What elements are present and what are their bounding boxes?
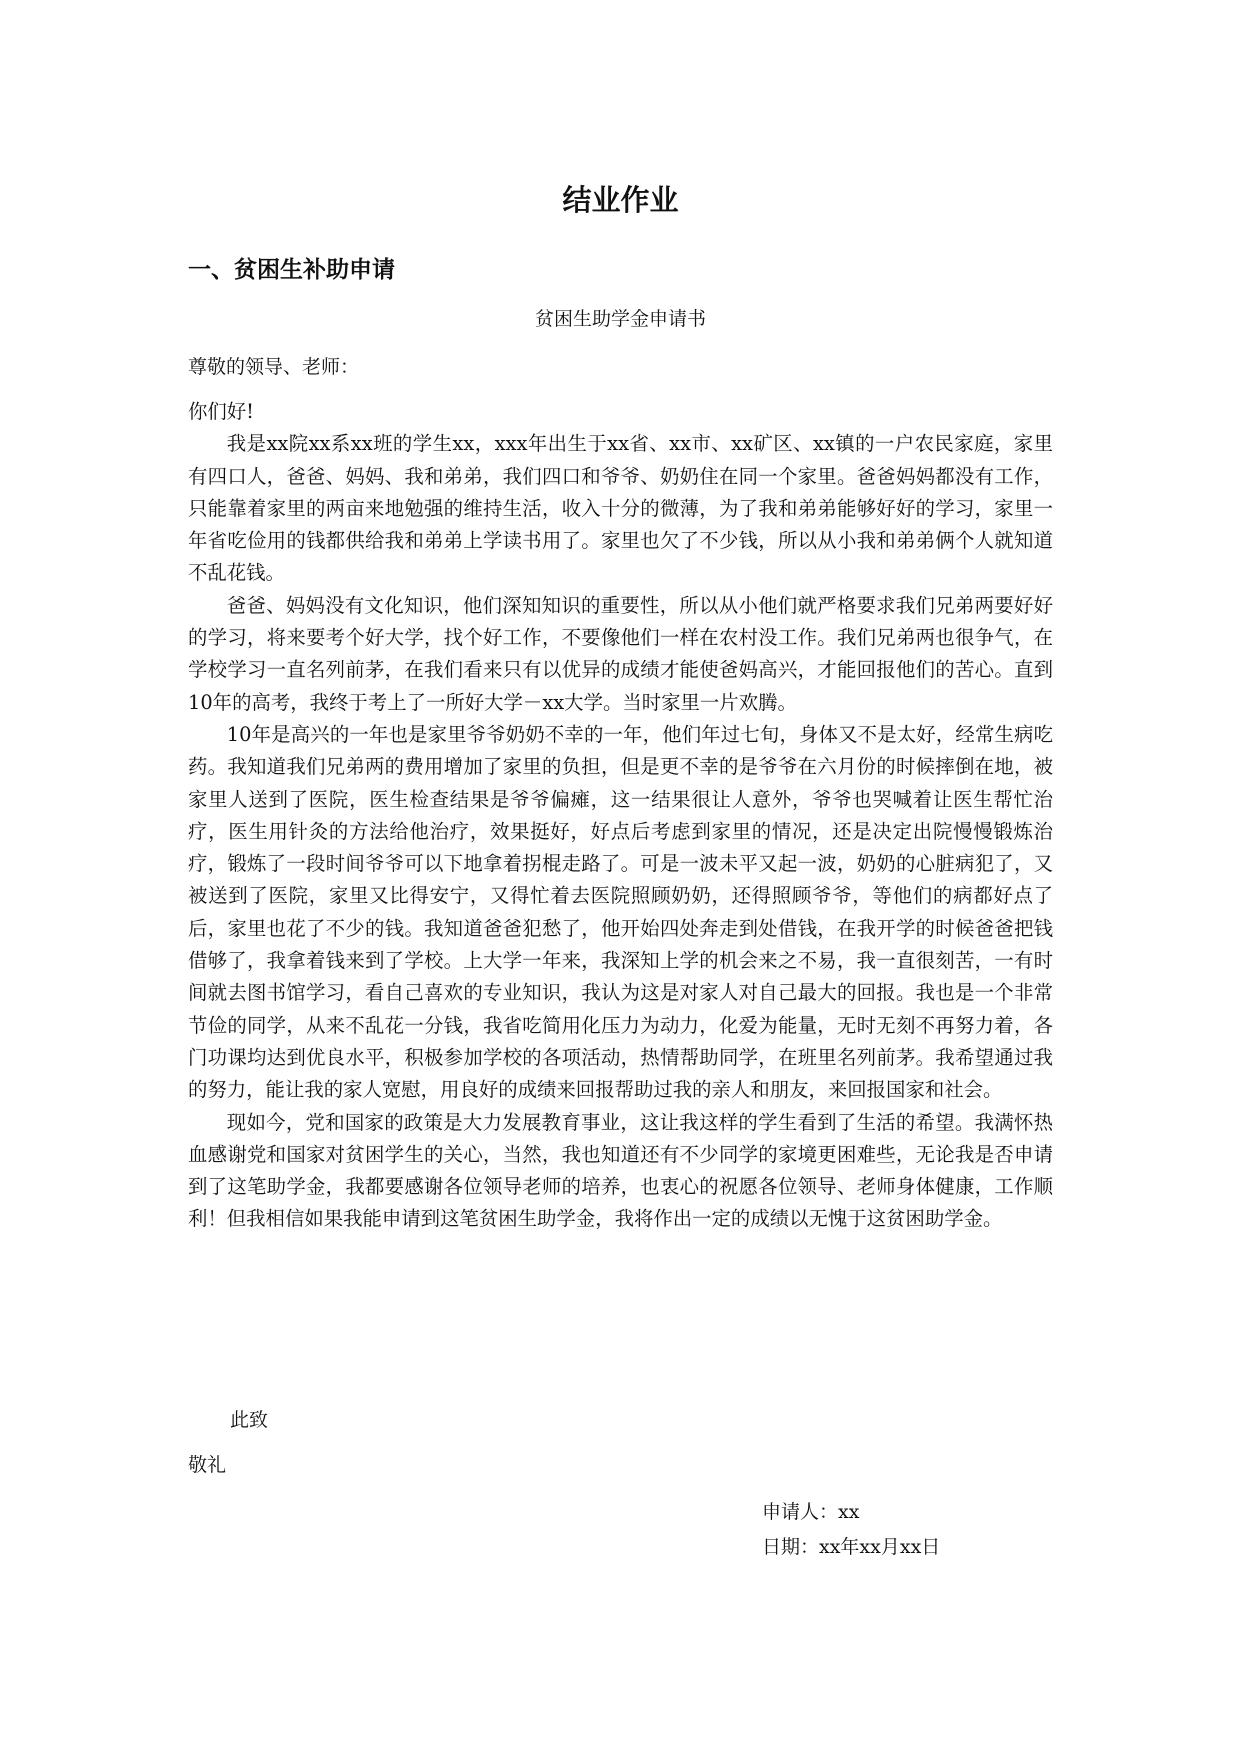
applicant-signature: 申请人：xx <box>762 1501 860 1523</box>
greeting: 你们好! <box>188 400 254 423</box>
regards-line: 敬礼 <box>188 1454 227 1476</box>
body-paragraph-1: 我是xx院xx系xx班的学生xx，xxx年出生于xx省、xx市、xx矿区、xx镇的一户农民家庭，家里有四口人，爸爸、妈妈、我和弟弟，我们四口和爷爷、奶奶住在同一个家里。爸爸妈妈都没有工作，只能靠着家里的两亩来地勉强的维持生活，收入十分的微薄，为了我和弟弟能够好好的学习，家里一年省吃俭用的钱都供给我和弟弟上学读书用了。家里也欠了不少钱，所以从小我和弟弟俩个人就知道不乱花钱。 <box>188 432 1053 585</box>
signature-date: 日期：xx年xx月xx日 <box>762 1536 941 1558</box>
document-title: 结业作业 <box>562 183 679 217</box>
letter-title: 贫困生助学金申请书 <box>534 308 706 330</box>
body-paragraph-2: 爸爸、妈妈没有文化知识，他们深知知识的重要性，所以从小他们就严格要求我们兄弟两要好好的学习，将来要考个好大学，找个好工作，不要像他们一样在农村没工作。我们兄弟两也很争气，在学校学习一直名列前茅，在我们看来只有以优异的成绩才能使爸妈高兴，才能回报他们的苦心。直到10年的高考，我终于考上了一所好大学－xx大学。当时家里一片欢腾。 <box>188 593 1053 714</box>
section-heading: 一、贫困生补助申请 <box>188 257 395 283</box>
salutation: 尊敬的领导、老师： <box>188 356 360 378</box>
letter-body <box>188 396 1053 1236</box>
body-paragraph-3: 10年是高兴的一年也是家里爷爷奶奶不幸的一年，他们年过七旬，身体又不是太好，经常生病吃药。我知道我们兄弟两的费用增加了家里的负担，但是更不幸的是爷爷在六月份的时候摔倒在地，被家里人送到了医院，医生检查结果是爷爷偏瘫，这一结果很让人意外，爷爷也哭喊着让医生帮忙治疗，医生用针灸的方法给他治疗，效果挺好，好点后考虑到家里的情况，还是决定出院慢慢锻炼治疗，锻炼了一段时间爷爷可以下地拿着拐棍走路了。可是一波未平又起一波，奶奶的心脏病犯了，又被送到了医院，家里又比得安宁，又得忙着去医院照顾奶奶，还得照顾爷爷，等他们的病都好点了后，家里也花了不少的钱。我知道爸爸犯愁了，他开始四处奔走到处借钱，在我开学的时候爸爸把钱借够了，我拿着钱来到了学校。上大学一年来，我深知上学的机会来之不易，我一直很刻苦，一有时间就去图书馆学习，看自己喜欢的专业知识，我认为这是对家人对自己最大的回报。我也是一个非常节俭的同学，从来不乱花一分钱，我省吃简用化压力为动力，化爱为能量，无时无刻不再努力着，各门功课均达到优良水平，积极参加学校的各项活动，热情帮助同学，在班里名列前茅。我希望通过我的努力，能让我的家人宽慰，用良好的成绩来回报帮助过我的亲人和朋友，来回报国家和社会。 <box>188 722 1053 1102</box>
body-paragraph-4: 现如今，党和国家的政策是大力发展教育事业，这让我这样的学生看到了生活的希望。我满怀热血感谢党和国家对贫困学生的关心，当然，我也知道还有不少同学的家境更困难些，无论我是否申请到了这笔助学金，我都要感谢各位领导老师的培养，也衷心的祝愿各位领导、老师身体健康，工作顺利！但我相信如果我能申请到这笔贫困生助学金，我将作出一定的成绩以无愧于这贫困助学金。 <box>188 1110 1053 1231</box>
closing-line: 此致 <box>230 1409 269 1431</box>
